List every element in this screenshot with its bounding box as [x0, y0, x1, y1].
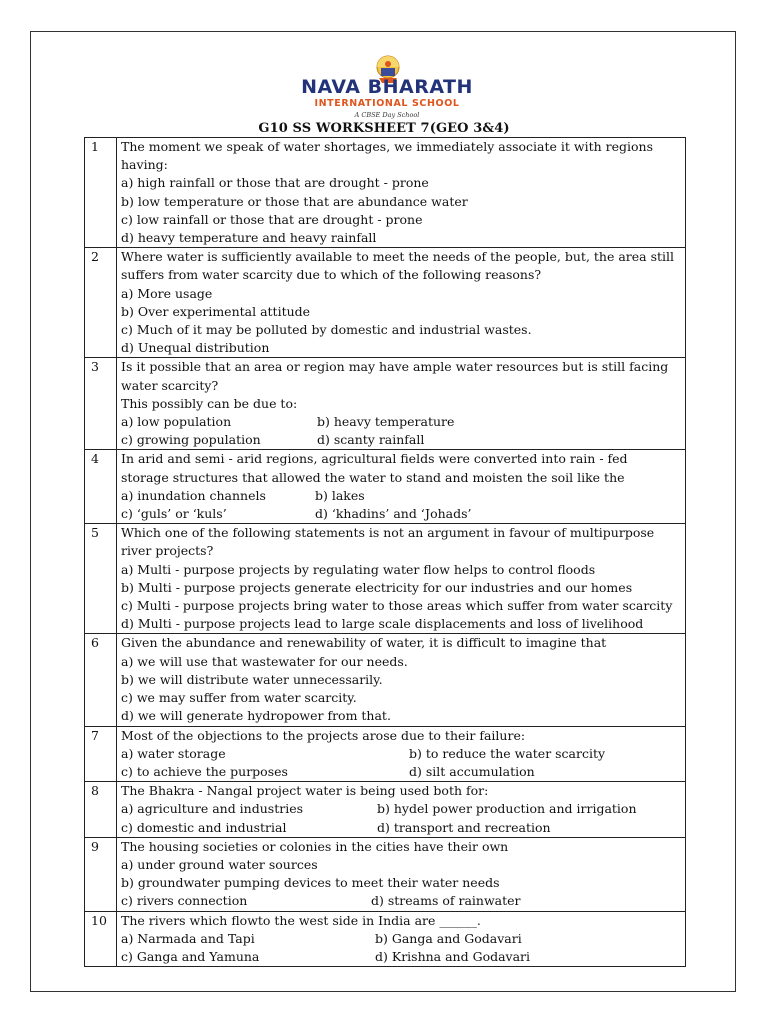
option-row	[121, 819, 681, 837]
question-content	[117, 782, 686, 838]
answer-option: a) high rainfall or those that are drought - prone	[121, 175, 429, 191]
question-content	[117, 837, 686, 911]
question-number: 7	[85, 726, 117, 782]
answer-option: d) scanty rainfall	[317, 432, 425, 448]
question-content	[117, 248, 686, 358]
question-number: 8	[85, 782, 117, 838]
answer-option: a) low population	[121, 414, 232, 430]
question-text: The moment we speak of water shortages, we immediately associate it with regions	[121, 139, 654, 154]
question-text: river projects?	[121, 543, 214, 559]
question-row	[85, 358, 686, 450]
option-row	[121, 597, 681, 615]
question-row	[85, 911, 686, 967]
question-number: 3	[85, 358, 117, 450]
answer-option: c) we may suffer from water scarcity.	[121, 690, 357, 706]
option-row	[121, 653, 681, 671]
question-content	[117, 726, 686, 782]
answer-option: a) water storage	[121, 745, 226, 761]
option-row	[121, 930, 681, 948]
question-content	[117, 358, 686, 450]
answer-option: b) groundwater pumping devices to meet their water needs	[121, 875, 500, 891]
question-row	[85, 450, 686, 524]
worksheet-title: G10 SS WORKSHEET 7(GEO 3&4)	[258, 121, 510, 136]
school-tagline: A CBSE Day School	[354, 111, 420, 119]
question-number: 10	[85, 911, 117, 967]
option-row	[121, 174, 681, 192]
answer-option: c) ‘guls’ or ‘kuls’	[121, 506, 227, 522]
answer-option: b) to reduce the water scarcity	[409, 745, 606, 761]
option-row	[121, 303, 681, 321]
question-row	[85, 634, 686, 726]
question-text: Given the abundance and renewability of water, it is difficult to imagine that	[121, 635, 607, 651]
question-text: Where water is sufficiently available to meet the needs of the people, but, the area still	[121, 249, 675, 265]
answer-option: c) growing population	[121, 432, 261, 448]
question-content	[117, 450, 686, 524]
question-text: water scarcity?	[121, 377, 219, 393]
answer-option: a) Multi - purpose projects by regulating water flow helps to control floods	[121, 561, 596, 577]
question-text: storage structures that allowed the water to stand and moisten the soil like the	[121, 469, 625, 485]
question-number: 4	[85, 450, 117, 524]
option-row	[121, 487, 681, 505]
answer-option: d) streams of rainwater	[371, 893, 521, 909]
answer-option: c) Ganga and Yamuna	[121, 948, 260, 964]
question-text: Most of the objections to the projects arose due to their failure:	[121, 727, 526, 743]
option-row	[121, 339, 681, 357]
answer-option: d) heavy temperature and heavy rainfall	[121, 230, 377, 246]
question-text: Which one of the following statements is not an argument in favour of multipurpose	[121, 525, 655, 541]
question-row	[85, 782, 686, 838]
answer-option: a) under ground water sources	[121, 856, 318, 872]
question-text: suffers from water scarcity due to which of the following reasons?	[121, 267, 542, 283]
answer-option: a) agriculture and industries	[121, 801, 304, 817]
questions-table	[84, 137, 686, 967]
question-number: 5	[85, 524, 117, 634]
answer-option: b) Multi - purpose projects generate electricity for our industries and our homes	[121, 579, 633, 595]
answer-option: b) Ganga and Godavari	[375, 930, 522, 946]
answer-option: a) we will use that wastewater for our needs.	[121, 653, 408, 669]
answer-option: c) Multi - purpose projects bring water to those areas which suffer from water scarcity	[121, 598, 673, 614]
answer-option: a) inundation channels	[121, 487, 266, 503]
option-row	[121, 763, 681, 781]
question-text: The rivers which flowto the west side in India are ______.	[121, 912, 481, 928]
option-row	[121, 505, 681, 523]
option-row	[121, 856, 681, 874]
answer-option: a) Narmada and Tapi	[121, 930, 255, 946]
question-row	[85, 138, 686, 248]
option-row	[121, 800, 681, 818]
option-row	[121, 745, 681, 763]
answer-option: b) hydel power production and irrigation	[377, 801, 637, 817]
worksheet-page	[30, 31, 736, 992]
answer-option: d) Multi - purpose projects lead to large scale displacements and loss of livelihood	[121, 616, 644, 632]
option-row	[121, 615, 681, 633]
school-name: NAVA BHARATH	[301, 76, 473, 98]
option-row	[121, 413, 681, 431]
answer-option: c) rivers connection	[121, 893, 248, 909]
answer-option: c) low rainfall or those that are drought - prone	[121, 211, 423, 227]
school-subtitle: INTERNATIONAL SCHOOL	[314, 98, 460, 109]
option-row	[121, 707, 681, 725]
question-row	[85, 248, 686, 358]
question-text: The Bhakra - Nangal project water is being used both for:	[121, 783, 489, 799]
option-row	[121, 229, 681, 247]
answer-option: d) silt accumulation	[409, 763, 535, 779]
question-content	[117, 524, 686, 634]
answer-option: b) we will distribute water unnecessarily.	[121, 671, 383, 687]
question-content	[117, 911, 686, 967]
school-logo	[277, 54, 497, 122]
answer-option: d) Krishna and Godavari	[375, 948, 531, 964]
question-text: Is it possible that an area or region may have ample water resources but is still facing	[121, 359, 669, 375]
answer-option: d) we will generate hydropower from that.	[121, 708, 391, 724]
question-row	[85, 726, 686, 782]
answer-option: d) ‘khadins’ and ‘Johads’	[315, 506, 472, 522]
option-row	[121, 211, 681, 229]
question-number: 9	[85, 837, 117, 911]
option-row	[121, 874, 681, 892]
option-row	[121, 689, 681, 707]
answer-option: b) Over experimental attitude	[121, 303, 311, 319]
option-row	[121, 193, 681, 211]
question-number: 6	[85, 634, 117, 726]
answer-option: b) heavy temperature	[317, 414, 455, 430]
option-row	[121, 948, 681, 966]
option-row	[121, 285, 681, 303]
answer-option: d) transport and recreation	[377, 819, 551, 835]
answer-option: b) low temperature or those that are abundance water	[121, 193, 468, 209]
question-content	[117, 634, 686, 726]
question-content	[117, 138, 686, 248]
option-row	[121, 431, 681, 449]
option-row	[121, 321, 681, 339]
answer-option: c) Much of it may be polluted by domestic and industrial wastes.	[121, 322, 532, 338]
question-number: 1	[85, 138, 117, 248]
question-text: The housing societies or colonies in the cities have their own	[121, 838, 509, 854]
answer-option: d) Unequal distribution	[121, 340, 270, 356]
option-row	[121, 671, 681, 689]
answer-option: c) to achieve the purposes	[121, 763, 288, 779]
question-row	[85, 524, 686, 634]
answer-option: c) domestic and industrial	[121, 819, 287, 835]
question-text: In arid and semi - arid regions, agricultural fields were converted into rain - fed	[121, 451, 628, 467]
question-row	[85, 837, 686, 911]
answer-option: a) More usage	[121, 285, 213, 301]
question-number: 2	[85, 248, 117, 358]
question-text: having:	[121, 157, 168, 173]
answer-option: b) lakes	[315, 487, 365, 503]
option-row	[121, 579, 681, 597]
option-row	[121, 561, 681, 579]
option-row	[121, 892, 681, 910]
question-text: This possibly can be due to:	[121, 395, 298, 411]
